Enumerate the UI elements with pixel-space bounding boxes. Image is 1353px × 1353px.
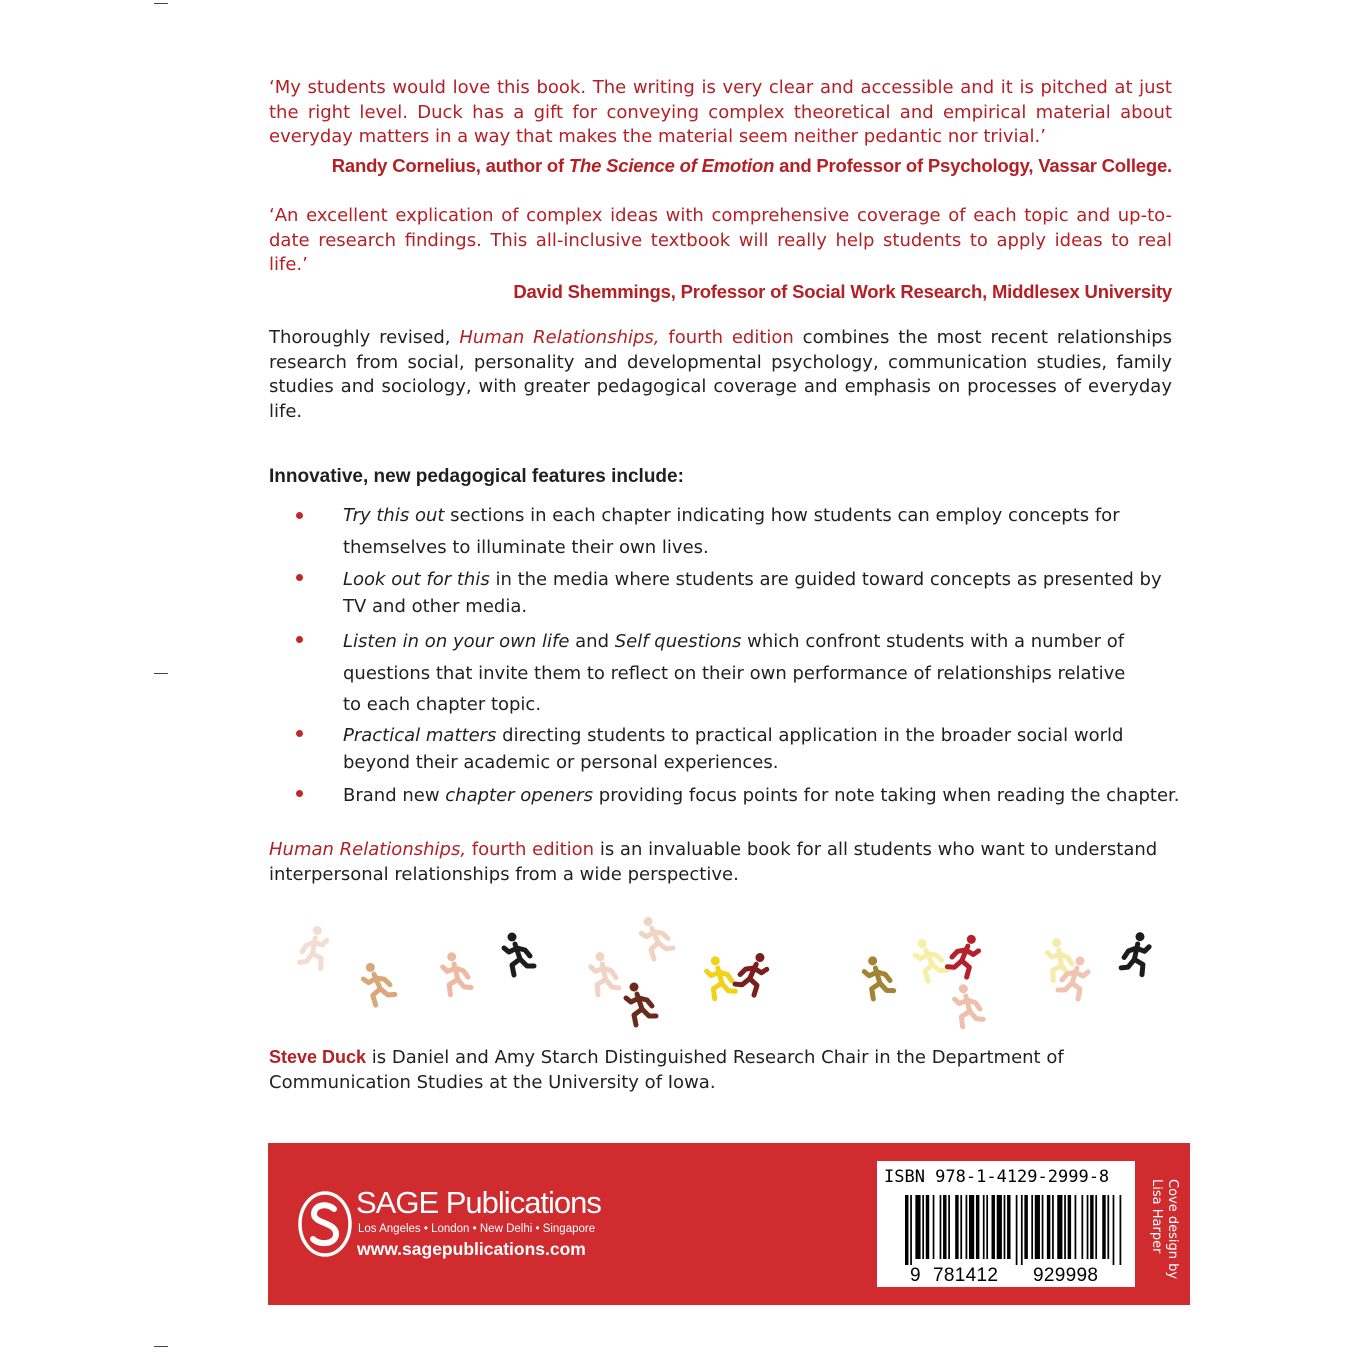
isbn-digits <box>877 1265 1135 1287</box>
crop-mark-top <box>154 3 168 4</box>
feature-item <box>269 566 1169 620</box>
cover-design-credit <box>1136 1179 1186 1291</box>
isbn-digits-right: 929998 <box>1033 1265 1099 1286</box>
testimonial-attribution: David Shemmings, Professor of Social Work Research, Middlesex University <box>513 280 1172 302</box>
feature-name: Listen in on your own life <box>343 631 570 652</box>
feature-text: which confront students with a number of questions that invite them to reflect on their own performance of relationships relative to each chapter topic. <box>343 631 1126 715</box>
attribution-text: and Professor of Psychology, Vassar College. <box>774 154 1172 176</box>
features-heading: Innovative, new pedagogical features include: <box>269 466 684 487</box>
testimonial-quote: ‘An excellent explication of complex ideas with comprehensive coverage of each topic and up-to-date research findings. This all-inclusive textbook will really help students to apply ideas to real life.’ <box>269 205 1172 275</box>
testimonial-quote: ‘My students would love this book. The writing is very clear and accessible and it is pitched at just the right level. Duck has a gift for conveying complex theoretical and empirical material about everyday matters in a way that makes the material seem neither pedantic nor trivial.’ <box>269 77 1172 147</box>
crop-mark-bottom <box>154 1346 168 1347</box>
bullet-icon <box>296 636 303 643</box>
running-person-icon <box>348 958 404 1014</box>
description-text: Thoroughly revised, <box>269 327 460 348</box>
testimonial-1 <box>269 76 1172 177</box>
running-person-icon <box>849 953 903 1007</box>
book-edition: fourth edition <box>466 839 595 860</box>
barcode-icon <box>905 1195 1123 1265</box>
feature-item <box>269 722 1173 776</box>
feature-item <box>269 782 1180 809</box>
feature-name: Practical matters <box>343 725 497 746</box>
credit-line-2: Lisa Harper <box>1149 1179 1164 1254</box>
feature-item <box>269 626 1143 721</box>
publisher-footer <box>268 1143 1190 1305</box>
publisher-name: SAGE Publications <box>356 1185 601 1220</box>
author-name: Steve Duck <box>269 1047 367 1067</box>
testimonial-2 <box>269 204 1172 303</box>
author-bio <box>269 1045 1172 1095</box>
publisher-url: www.sagepublications.com <box>357 1239 586 1259</box>
running-person-icon <box>725 947 782 1004</box>
bullet-icon <box>296 574 303 581</box>
book-description <box>269 326 1172 424</box>
attribution-book-title: The Science of Emotion <box>568 154 775 176</box>
running-person-icon <box>490 930 542 982</box>
feature-text: sections in each chapter indicating how students can employ concepts for themselves to illuminate their own lives. <box>343 505 1120 558</box>
running-person-icon <box>938 930 994 986</box>
isbn-barcode-box <box>877 1161 1135 1287</box>
description-paragraph <box>269 326 1172 424</box>
bullet-icon <box>296 790 303 797</box>
author-bio-text <box>269 1045 1172 1095</box>
running-person-icon <box>1050 954 1102 1006</box>
running-person-icon <box>938 980 994 1036</box>
feature-name: Try this out <box>343 505 445 526</box>
feature-name: Self questions <box>614 631 742 652</box>
running-person-icon <box>426 948 482 1004</box>
bullet-icon <box>296 730 303 737</box>
feature-text: Brand new <box>343 785 446 806</box>
feature-name: Look out for this <box>343 569 490 590</box>
feature-text: in the media where students are guided toward concepts as presented by TV and other media. <box>343 569 1162 617</box>
bullet-icon <box>296 512 303 519</box>
author-bio-body: is Daniel and Amy Starch Distinguished Research Chair in the Department of Communication Studies at the University of Iowa. <box>269 1047 1064 1093</box>
isbn-digits-left: 781412 <box>933 1265 999 1286</box>
isbn-label: ISBN 978-1-4129-2999-8 <box>884 1167 1110 1187</box>
running-person-icon <box>1109 927 1166 984</box>
book-title: Human Relationships, <box>459 327 660 348</box>
features-section <box>269 466 1172 488</box>
publisher-cities: Los Angeles • London • New Delhi • Singapore <box>358 1223 596 1235</box>
feature-name: chapter openers <box>445 785 594 806</box>
closing-text-body: is an invaluable book for all students who want to understand interpersonal relationships from a wide perspective. <box>269 839 1158 885</box>
feature-item <box>269 500 1169 564</box>
crop-mark-middle <box>154 673 168 674</box>
sage-s-logo-icon <box>298 1191 352 1257</box>
description-text: combines the most recent relationships research from social, personality and developmental psychology, communication studies, family studies and sociology, with greater pedagogical coverage and emphasis on processes of everyday life. <box>269 327 1172 422</box>
running-person-icon <box>287 921 346 980</box>
running-person-icon <box>612 980 664 1032</box>
testimonial-attribution <box>269 155 1172 177</box>
book-edition: fourth edition <box>659 327 794 348</box>
feature-text: and <box>569 631 615 652</box>
running-figures-illustration <box>280 912 1180 1032</box>
feature-text: providing focus points for note taking when reading the chapter. <box>593 785 1180 806</box>
credit-line-1: Cove design by <box>1165 1179 1180 1280</box>
attribution-text: Randy Cornelius, author of <box>331 154 569 176</box>
isbn-digit-first: 9 <box>910 1265 921 1286</box>
feature-text: directing students to practical application in the broader social world beyond their academic or personal experiences. <box>343 725 1124 773</box>
closing-paragraph <box>269 838 1172 887</box>
closing-text <box>269 838 1172 887</box>
running-person-icon <box>625 911 682 968</box>
book-title: Human Relationships, <box>269 839 467 860</box>
